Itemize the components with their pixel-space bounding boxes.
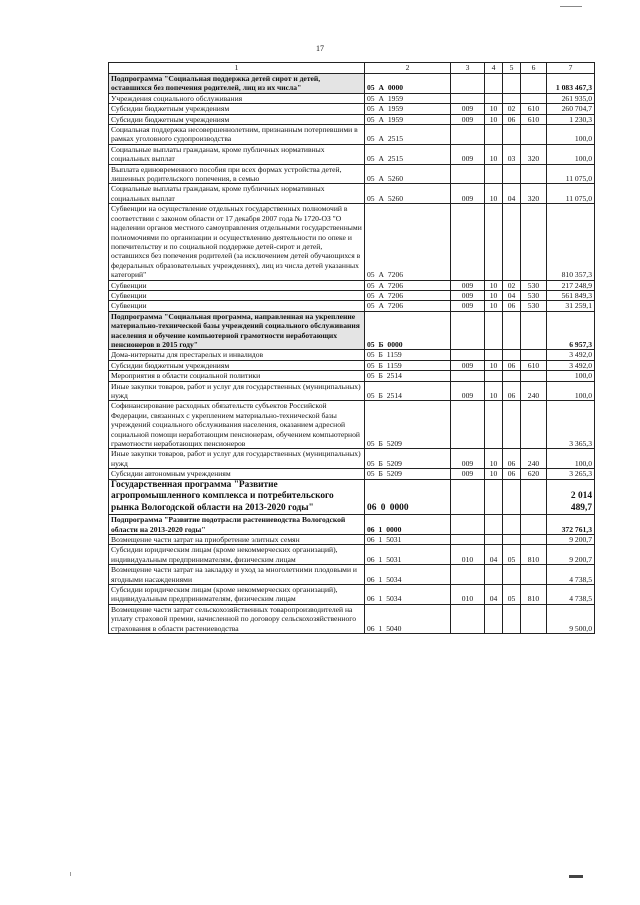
row-amount: 100,0 — [547, 144, 595, 164]
row-name: Мероприятия в области социальной политики — [109, 371, 365, 381]
row-section: 10 — [485, 280, 503, 290]
table-row — [109, 585, 595, 605]
row-target-code: 05 Б 5209 — [365, 469, 451, 479]
row-amount: 100,0 — [547, 449, 595, 469]
row-subsection: 05 — [503, 545, 521, 565]
row-name: Подпрограмма "Развитие подотрасли растениеводства Вологодской области на 2013-2020 годы" — [109, 515, 365, 535]
row-amount: 810 357,3 — [547, 204, 595, 280]
row-ministry-code — [451, 371, 485, 381]
row-amount: 3 492,0 — [547, 350, 595, 360]
row-ministry-code — [451, 565, 485, 585]
row-expense-type — [521, 401, 547, 449]
row-subsection — [503, 565, 521, 585]
row-section — [485, 479, 503, 515]
row-ministry-code: 010 — [451, 585, 485, 605]
row-name: Субвенции на осуществление отдельных государственных полномочий в соответствии с законом области от 17 декабря 2007 года № 1720-ОЗ "О наделении органов местного самоуправления отдельными государственными полномочиями по организации и осуществлению деятельности по опеке и попечительству и по социальной поддержке детей-сирот и детей, оставшихся без попечения родителей (за исключением детей обучающихся в федеральных образовательных учреждениях), лиц из числа детей указанных категорий" — [109, 204, 365, 280]
table-row — [109, 311, 595, 350]
row-expense-type — [521, 74, 547, 94]
row-subsection — [503, 350, 521, 360]
row-section — [485, 164, 503, 184]
row-name: Субсидии бюджетным учреждениям — [109, 360, 365, 370]
table-row — [109, 371, 595, 381]
row-ministry-code: 009 — [451, 360, 485, 370]
table-row — [109, 604, 595, 633]
row-name: Возмещение части затрат на закладку и уход за многолетними плодовыми и ягодными насаждениями — [109, 565, 365, 585]
row-section — [485, 204, 503, 280]
row-target-code: 06 1 0000 — [365, 515, 451, 535]
budget-table — [108, 62, 595, 634]
row-expense-type — [521, 479, 547, 515]
row-subsection: 06 — [503, 469, 521, 479]
row-section — [485, 93, 503, 103]
row-subsection: 06 — [503, 360, 521, 370]
row-target-code: 05 А 7206 — [365, 290, 451, 300]
row-ministry-code: 009 — [451, 301, 485, 311]
table-row — [109, 104, 595, 114]
row-section — [485, 401, 503, 449]
row-subsection — [503, 515, 521, 535]
row-subsection — [503, 93, 521, 103]
table-row — [109, 301, 595, 311]
row-subsection — [503, 204, 521, 280]
row-ministry-code — [451, 93, 485, 103]
row-expense-type — [521, 604, 547, 633]
row-section — [485, 311, 503, 350]
row-name: Субвенции — [109, 301, 365, 311]
row-ministry-code: 010 — [451, 545, 485, 565]
row-amount: 372 761,3 — [547, 515, 595, 535]
row-amount: 217 248,9 — [547, 280, 595, 290]
row-name: Субсидии юридическим лицам (кроме некоммерческих организаций), индивидуальным предпринимателям, физическим лицам — [109, 545, 365, 565]
row-expense-type: 610 — [521, 104, 547, 114]
col-header-expense-type: 6 — [521, 63, 547, 74]
row-amount: 100,0 — [547, 381, 595, 401]
row-section: 10 — [485, 184, 503, 204]
row-section — [485, 350, 503, 360]
scan-edge-mark — [569, 875, 583, 878]
row-amount: 31 259,1 — [547, 301, 595, 311]
table-row — [109, 469, 595, 479]
row-ministry-code — [451, 311, 485, 350]
row-expense-type: 620 — [521, 469, 547, 479]
row-section — [485, 534, 503, 544]
row-subsection: 05 — [503, 585, 521, 605]
table-body — [109, 74, 595, 634]
row-subsection — [503, 534, 521, 544]
table-row — [109, 449, 595, 469]
row-subsection — [503, 401, 521, 449]
row-expense-type: 810 — [521, 585, 547, 605]
row-name: Субвенции — [109, 290, 365, 300]
row-expense-type: 530 — [521, 301, 547, 311]
row-expense-type: 530 — [521, 290, 547, 300]
row-ministry-code: 009 — [451, 104, 485, 114]
table-row — [109, 515, 595, 535]
row-target-code: 06 1 5040 — [365, 604, 451, 633]
row-expense-type — [521, 515, 547, 535]
row-target-code: 05 А 2515 — [365, 125, 451, 145]
col-header-amount: 7 — [547, 63, 595, 74]
row-name: Возмещение части затрат на приобретение элитных семян — [109, 534, 365, 544]
table-row — [109, 534, 595, 544]
row-subsection: 03 — [503, 144, 521, 164]
row-section: 04 — [485, 545, 503, 565]
row-subsection — [503, 74, 521, 94]
table-row — [109, 280, 595, 290]
row-amount: 1 230,3 — [547, 114, 595, 124]
col-header-name: 1 — [109, 63, 365, 74]
row-amount: 3 365,3 — [547, 401, 595, 449]
row-subsection: 06 — [503, 381, 521, 401]
row-name: Субвенции — [109, 280, 365, 290]
row-ministry-code — [451, 401, 485, 449]
row-ministry-code — [451, 534, 485, 544]
row-ministry-code: 009 — [451, 381, 485, 401]
col-header-section: 4 — [485, 63, 503, 74]
row-section: 10 — [485, 449, 503, 469]
row-ministry-code — [451, 604, 485, 633]
table-row — [109, 401, 595, 449]
row-name: Субсидии автономным учреждениям — [109, 469, 365, 479]
row-section: 10 — [485, 381, 503, 401]
row-amount: 11 075,0 — [547, 184, 595, 204]
row-expense-type: 610 — [521, 114, 547, 124]
row-name: Субсидии юридическим лицам (кроме некоммерческих организаций), индивидуальным предпринимателям, физическим лицам — [109, 585, 365, 605]
row-ministry-code: 009 — [451, 280, 485, 290]
table-row — [109, 565, 595, 585]
row-name: Подпрограмма "Социальная программа, направленная на укрепление материально-технической базы учреждений социального обслуживания населения и обучение компьютерной грамотности неработающих пенсионеров в 2015 году" — [109, 311, 365, 350]
row-expense-type: 530 — [521, 280, 547, 290]
table-row — [109, 204, 595, 280]
row-ministry-code: 009 — [451, 184, 485, 204]
row-target-code: 05 А 0000 — [365, 74, 451, 94]
row-ministry-code: 009 — [451, 469, 485, 479]
row-ministry-code: 009 — [451, 114, 485, 124]
table-row — [109, 164, 595, 184]
row-target-code: 06 1 5034 — [365, 565, 451, 585]
row-section: 10 — [485, 104, 503, 114]
row-subsection: 06 — [503, 114, 521, 124]
table-row — [109, 350, 595, 360]
row-target-code: 06 1 5034 — [365, 585, 451, 605]
row-ministry-code — [451, 74, 485, 94]
row-amount: 3 492,0 — [547, 360, 595, 370]
row-expense-type: 320 — [521, 144, 547, 164]
row-ministry-code — [451, 479, 485, 515]
row-section — [485, 74, 503, 94]
table-row — [109, 479, 595, 515]
row-expense-type — [521, 565, 547, 585]
row-target-code: 06 1 5031 — [365, 545, 451, 565]
row-amount: 2 014 489,7 — [547, 479, 595, 515]
row-target-code: 05 Б 2514 — [365, 381, 451, 401]
row-section: 10 — [485, 469, 503, 479]
scan-edge-mark — [70, 872, 71, 876]
row-ministry-code — [451, 204, 485, 280]
row-amount: 1 083 467,3 — [547, 74, 595, 94]
row-ministry-code — [451, 350, 485, 360]
table-row — [109, 360, 595, 370]
table-row — [109, 144, 595, 164]
row-section — [485, 125, 503, 145]
row-amount: 100,0 — [547, 371, 595, 381]
row-expense-type — [521, 93, 547, 103]
row-ministry-code: 009 — [451, 144, 485, 164]
row-amount: 261 935,0 — [547, 93, 595, 103]
table-row — [109, 290, 595, 300]
row-target-code: 05 А 1959 — [365, 93, 451, 103]
row-target-code: 05 Б 1159 — [365, 350, 451, 360]
row-expense-type — [521, 164, 547, 184]
row-amount: 561 849,3 — [547, 290, 595, 300]
row-subsection: 04 — [503, 290, 521, 300]
row-amount: 4 738,5 — [547, 585, 595, 605]
row-expense-type — [521, 371, 547, 381]
row-section: 10 — [485, 114, 503, 124]
header-row — [109, 63, 595, 74]
row-target-code: 05 Б 2514 — [365, 371, 451, 381]
row-name: Социальная поддержка несовершеннолетним, признанным потерпевшими в рамках уголовного судопроизводства — [109, 125, 365, 145]
scan-edge-mark — [560, 6, 582, 7]
row-name: Иные закупки товаров, работ и услуг для государственных (муниципальных) нужд — [109, 449, 365, 469]
row-expense-type — [521, 204, 547, 280]
row-name: Субсидии бюджетным учреждениям — [109, 114, 365, 124]
row-expense-type: 810 — [521, 545, 547, 565]
row-ministry-code — [451, 164, 485, 184]
col-header-ministry: 3 — [451, 63, 485, 74]
row-subsection: 02 — [503, 104, 521, 114]
row-name: Подпрограмма "Социальная поддержка детей сирот и детей, оставшихся без попечения родителей, лиц из их числа" — [109, 74, 365, 94]
row-expense-type: 610 — [521, 360, 547, 370]
row-section — [485, 604, 503, 633]
row-target-code: 05 А 2515 — [365, 144, 451, 164]
row-subsection: 06 — [503, 301, 521, 311]
row-target-code: 05 А 1959 — [365, 114, 451, 124]
row-expense-type — [521, 125, 547, 145]
table-row — [109, 125, 595, 145]
row-expense-type: 320 — [521, 184, 547, 204]
row-ministry-code: 009 — [451, 449, 485, 469]
row-target-code: 05 Б 5209 — [365, 401, 451, 449]
row-subsection — [503, 479, 521, 515]
table-row — [109, 114, 595, 124]
row-subsection: 02 — [503, 280, 521, 290]
row-expense-type — [521, 311, 547, 350]
row-section — [485, 371, 503, 381]
row-section — [485, 565, 503, 585]
row-target-code: 05 А 5260 — [365, 184, 451, 204]
table-row — [109, 93, 595, 103]
row-ministry-code: 009 — [451, 290, 485, 300]
row-name: Социальные выплаты гражданам, кроме публичных нормативных социальных выплат — [109, 144, 365, 164]
row-amount: 4 738,5 — [547, 565, 595, 585]
row-name: Софинансирование расходных обязательств субъектов Российской Федерации, связанных с укреплением материально-технической базы учреждений социального обслуживания населения, оказанием адресной социальной помощи неработающим пенсионерам, обучением компьютерной грамотности неработающих пенсионеров — [109, 401, 365, 449]
table-row — [109, 381, 595, 401]
page-number: 17 — [316, 44, 324, 53]
row-expense-type — [521, 350, 547, 360]
row-subsection: 04 — [503, 184, 521, 204]
row-expense-type: 240 — [521, 381, 547, 401]
row-amount: 9 200,7 — [547, 545, 595, 565]
row-section — [485, 515, 503, 535]
row-ministry-code — [451, 515, 485, 535]
row-subsection — [503, 164, 521, 184]
row-section: 04 — [485, 585, 503, 605]
table-row — [109, 74, 595, 94]
row-amount: 6 957,3 — [547, 311, 595, 350]
row-name: Учреждения социального обслуживания — [109, 93, 365, 103]
row-target-code: 05 Б 5209 — [365, 449, 451, 469]
row-amount: 3 265,3 — [547, 469, 595, 479]
row-expense-type: 240 — [521, 449, 547, 469]
row-subsection — [503, 371, 521, 381]
row-target-code: 06 1 5031 — [365, 534, 451, 544]
row-section: 10 — [485, 144, 503, 164]
row-section: 10 — [485, 301, 503, 311]
row-amount: 260 704,7 — [547, 104, 595, 114]
row-subsection: 06 — [503, 449, 521, 469]
row-amount: 9 500,0 — [547, 604, 595, 633]
row-subsection — [503, 125, 521, 145]
table-row — [109, 545, 595, 565]
col-header-code: 2 — [365, 63, 451, 74]
row-ministry-code — [451, 125, 485, 145]
row-target-code: 06 0 0000 — [365, 479, 451, 515]
row-subsection — [503, 604, 521, 633]
row-target-code: 05 А 7206 — [365, 280, 451, 290]
row-name: Социальные выплаты гражданам, кроме публичных нормативных социальных выплат — [109, 184, 365, 204]
row-amount: 100,0 — [547, 125, 595, 145]
row-name: Дома-интернаты для престарелых и инвалидов — [109, 350, 365, 360]
col-header-subsection: 5 — [503, 63, 521, 74]
row-name: Государственная программа "Развитие агропромышленного комплекса и потребительского рынка Вологодской области на 2013-2020 годы" — [109, 479, 365, 515]
row-section: 10 — [485, 360, 503, 370]
row-target-code: 05 А 1959 — [365, 104, 451, 114]
row-amount: 9 200,7 — [547, 534, 595, 544]
row-expense-type — [521, 534, 547, 544]
row-subsection — [503, 311, 521, 350]
row-target-code: 05 Б 0000 — [365, 311, 451, 350]
row-name: Иные закупки товаров, работ и услуг для государственных (муниципальных) нужд — [109, 381, 365, 401]
row-target-code: 05 Б 1159 — [365, 360, 451, 370]
row-amount: 11 075,0 — [547, 164, 595, 184]
table-row — [109, 184, 595, 204]
row-name: Выплата единовременного пособия при всех формах устройства детей, лишенных родительского попечения, в семью — [109, 164, 365, 184]
row-name: Субсидии бюджетным учреждениям — [109, 104, 365, 114]
row-target-code: 05 А 7206 — [365, 301, 451, 311]
row-target-code: 05 А 5260 — [365, 164, 451, 184]
row-target-code: 05 А 7206 — [365, 204, 451, 280]
row-section: 10 — [485, 290, 503, 300]
row-name: Возмещение части затрат сельскохозяйственных товаропроизводителей на уплату страховой премии, начисленной по договору сельскохозяйственного страхования в области растениеводства — [109, 604, 365, 633]
